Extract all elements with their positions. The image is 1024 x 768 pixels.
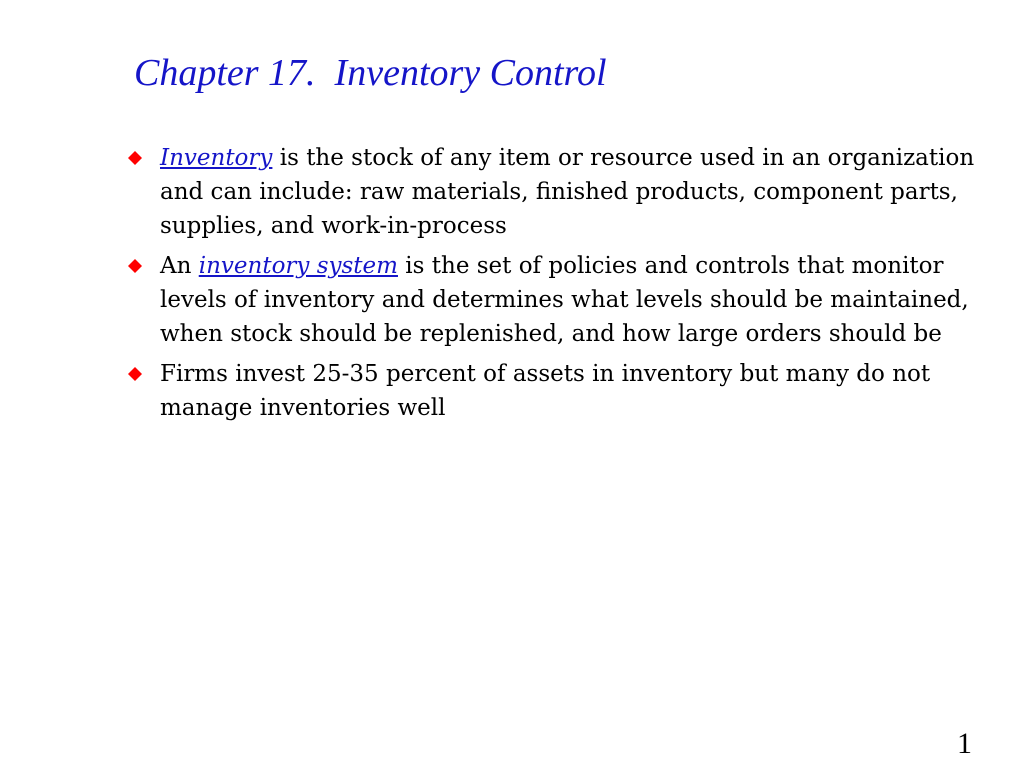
bullet-text-post: is the stock of any item or resource used in an organization and can include: raw materials, finished products, component parts, supplies, and work-in-process	[160, 145, 975, 239]
slide-title: Chapter 17. Inventory Control	[134, 52, 607, 94]
bullet-text-pre: An	[160, 253, 199, 279]
diamond-bullet-icon	[128, 259, 142, 273]
bullet-text: Firms invest 25-35 percent of assets in inventory but many do not manage inventories well	[160, 361, 931, 421]
diamond-bullet-icon	[128, 367, 142, 381]
term-inventory: Inventory	[160, 145, 273, 171]
bullet-text-post: is the set of policies and controls that monitor levels of inventory and determines what levels should be maintained, when stock should be replenished, and how large orders should be	[160, 253, 969, 347]
bullet-item-inventory-definition	[124, 141, 994, 243]
page-number: 1	[957, 727, 972, 760]
bullet-item-firms-invest	[124, 357, 994, 425]
bullet-list	[124, 141, 994, 431]
bullet-item-inventory-system	[124, 249, 994, 351]
term-inventory-system: inventory system	[198, 253, 398, 279]
diamond-bullet-icon	[128, 151, 142, 165]
